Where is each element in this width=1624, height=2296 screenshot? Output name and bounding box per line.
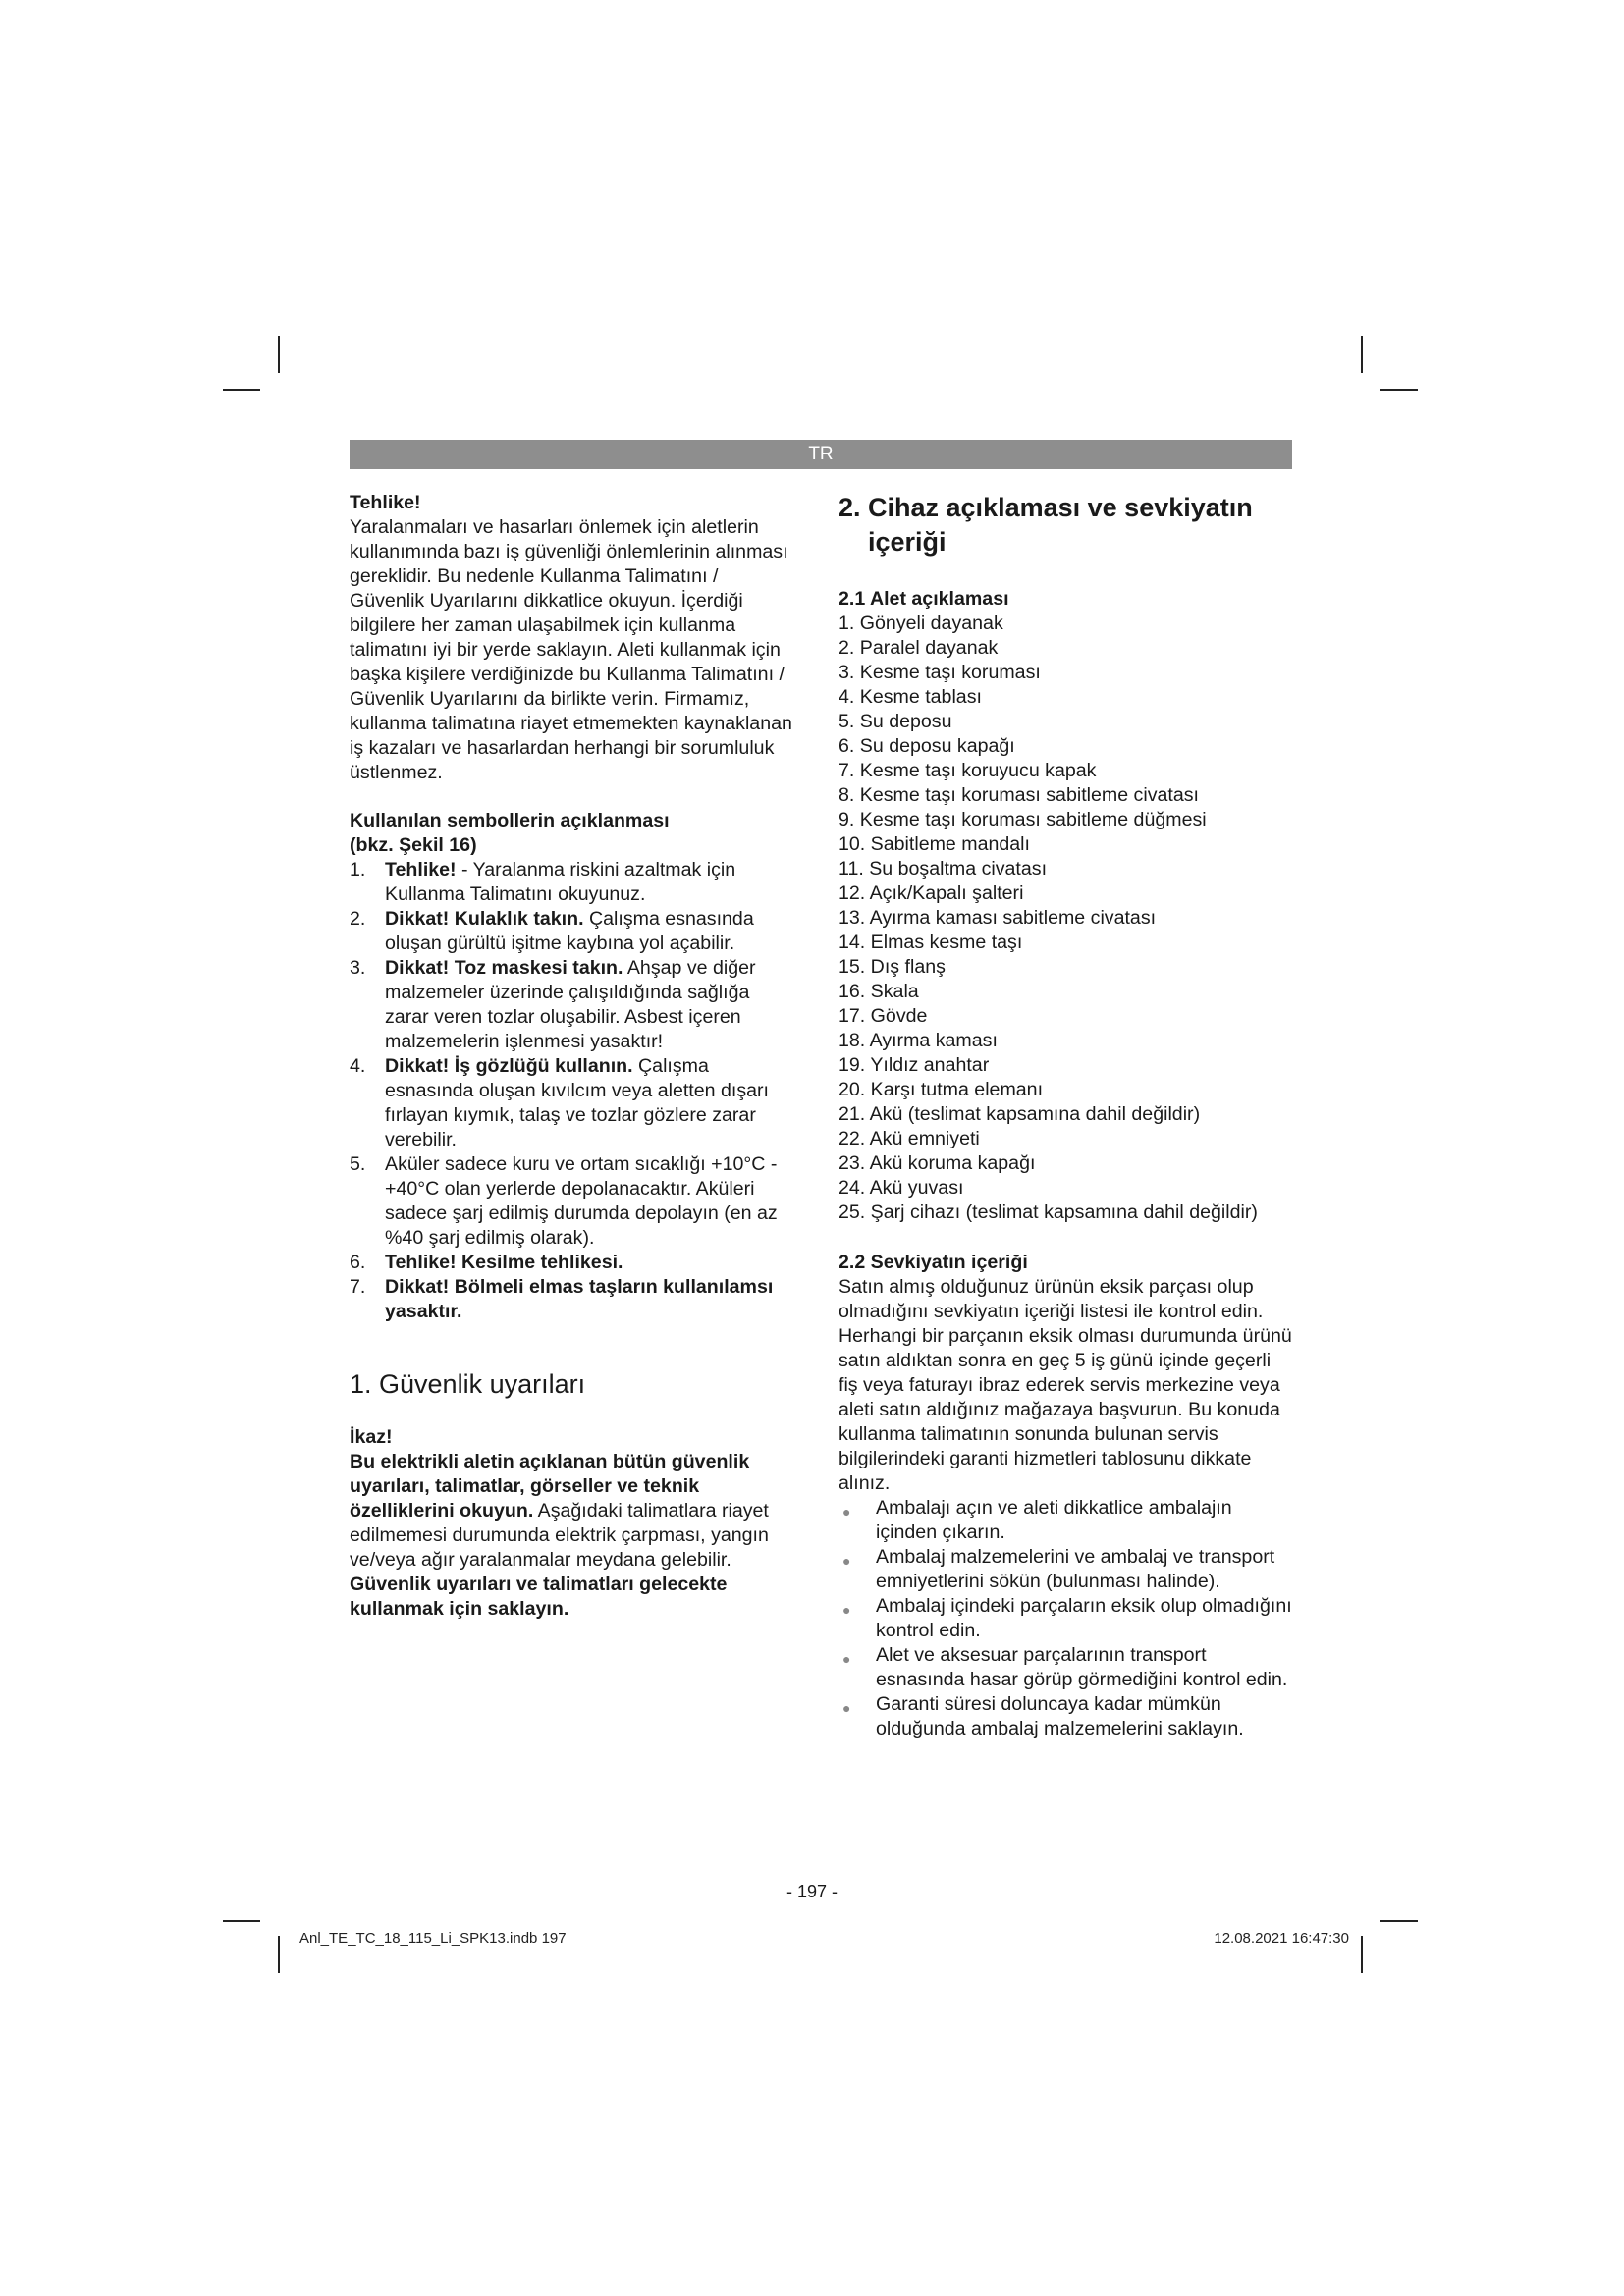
list-item: 4. Dikkat! İş gözlüğü kullanın. Çalışma esnasında oluşan kıvılcım veya aletten dışarı fırlayan kıymık, talaş ve tozlar gözlere zarar verebilir.	[350, 1055, 769, 1150]
crop-mark	[223, 1920, 260, 1922]
warning-heading: İkaz!	[350, 1426, 393, 1448]
list-item: 7. Kesme taşı koruyucu kapak	[839, 760, 1097, 781]
list-item: 13. Ayırma kaması sabitleme civatası	[839, 907, 1157, 929]
list-item: 19. Yıldız anahtar	[839, 1054, 990, 1076]
bullet-icon: ●	[842, 1700, 851, 1716]
language-header-bar	[350, 440, 1292, 469]
subsection-2-1-title: 2.1 Alet açıklaması	[839, 588, 1009, 610]
list-item: 4. Kesme tablası	[839, 686, 982, 708]
symbols-heading: Kullanılan sembollerin açıklanması	[350, 810, 670, 831]
list-item: 1. Gönyeli dayanak	[839, 613, 1003, 634]
footer-file-name: Anl_TE_TC_18_115_Li_SPK13.indb 197	[299, 1930, 567, 1947]
danger-text: Yaralanmaları ve hasarları önlemek için aletlerin kullanımında bazı iş güvenliği önlemlerinin alınması gereklidir. Bu nedenle Kullanma Talimatını / Güvenlik Uyarılarını dikkatlice okuyun. İçerdiği bilgilere her zaman ulaşabilmek için kullanma talimatını iyi bir yerde saklayın. Aleti kullanmak için başka kişilere verdiğinizde bu Kullanma Talimatını / Güvenlik Uyarılarını da birlikte verin. Firmamız, kullanma talimatına riayet etmemekten kaynaklanan iş kazaları ve hasarlardan herhangi bir sorumluluk üstlenmez.	[350, 516, 792, 783]
warning-text: Bu elektrikli aletin açıklanan bütün güvenlik uyarıları, talimatlar, görseller ve teknik özelliklerini okuyun. Aşağıdaki talimatlara riayet edilmemesi durumunda elektrik çarpması, yangın ve/veya ağır yaralanmalar meydana gelebilir.	[350, 1451, 769, 1571]
right-column	[839, 491, 1292, 1741]
bullet-icon: ●	[842, 1651, 851, 1667]
bullet-icon: ●	[842, 1553, 851, 1569]
list-item: 8. Kesme taşı koruması sabitleme civatası	[839, 784, 1199, 806]
footer-timestamp: 12.08.2021 16:47:30	[1214, 1930, 1349, 1947]
subsection-2-2-title: 2.2 Sevkiyatın içeriği	[839, 1252, 1028, 1273]
list-item: ● Garanti süresi doluncaya kadar mümkün olduğunda ambalaj malzemelerini saklayın.	[842, 1693, 1244, 1739]
list-item: 5. Su deposu	[839, 711, 952, 732]
list-item: 16. Skala	[839, 981, 919, 1002]
list-item: 6. Tehlike! Kesilme tehlikesi.	[350, 1252, 623, 1273]
keep-instructions-text: Güvenlik uyarıları ve talimatları gelecekte kullanmak için saklayın.	[350, 1574, 728, 1620]
left-column	[350, 491, 797, 1622]
crop-mark	[1361, 336, 1363, 373]
list-item: ● Ambalaj içindeki parçaların eksik olup olmadığını kontrol edin.	[842, 1595, 1292, 1641]
list-item: 23. Akü koruma kapağı	[839, 1152, 1036, 1174]
list-item: 10. Sabitleme mandalı	[839, 833, 1030, 855]
list-item: 17. Gövde	[839, 1005, 928, 1027]
list-item: 1. Tehlike! - Yaralanma riskini azaltmak için Kullanma Talimatını okuyunuz.	[350, 859, 736, 905]
delivery-text: Satın almış olduğunuz ürünün eksik parçası olup olmadığını sevkiyatın içeriği listesi ile kontrol edin. Herhangi bir parçanın eksik olması durumunda ürünü satın aldıktan sonra en geç 5 iş günü içinde geçerli fiş veya faturayı ibraz ederek servis merkezine veya aleti satın aldığınız mağazaya başvurun. Bu konuda kullanma talimatının sonunda bulunan servis bilgilerindeki garanti hizmetleri tablosunu dikkate alınız.	[839, 1276, 1292, 1494]
symbols-reference: (bkz. Şekil 16)	[350, 834, 477, 856]
list-item: 5. Aküler sadece kuru ve ortam sıcaklığı +10°C - +40°C olan yerlerde depolanacaktır. Aküleri sadece şarj edilmiş durumda depolayın (en az %40 şarj edilmiş olarak).	[350, 1153, 778, 1249]
list-item: 12. Açık/Kapalı şalteri	[839, 882, 1024, 904]
language-label: TR	[808, 444, 834, 464]
list-item: 21. Akü (teslimat kapsamına dahil değildir)	[839, 1103, 1201, 1125]
crop-mark	[1361, 1936, 1363, 1973]
list-item: 24. Akü yuvası	[839, 1177, 964, 1199]
list-item: 18. Ayırma kaması	[839, 1030, 998, 1051]
section-2-title: 2. Cihaz açıklaması ve sevkiyatın içeriği	[839, 493, 1253, 557]
list-item: 11. Su boşaltma civatası	[839, 858, 1048, 880]
list-item: 2. Paralel dayanak	[839, 637, 999, 659]
list-item: 20. Karşı tutma elemanı	[839, 1079, 1044, 1100]
list-item: ● Ambalaj malzemelerini ve ambalaj ve transport emniyetlerini sökün (bulunması halinde).	[842, 1546, 1275, 1592]
parts-list	[839, 612, 1292, 1225]
bullet-icon: ●	[842, 1602, 851, 1618]
list-item: 25. Şarj cihazı (teslimat kapsamına dahil değildir)	[839, 1201, 1258, 1223]
section-1-title: 1. Güvenlik uyarıları	[350, 1369, 586, 1399]
list-item: ● Alet ve aksesuar parçalarının transport esnasında hasar görüp görmediğini kontrol edin.	[842, 1644, 1288, 1690]
crop-mark	[223, 389, 260, 391]
crop-mark	[278, 1936, 280, 1973]
bullet-icon: ●	[842, 1504, 851, 1520]
list-item: 14. Elmas kesme taşı	[839, 932, 1023, 953]
delivery-checklist	[839, 1496, 1292, 1741]
list-item: 2. Dikkat! Kulaklık takın. Çalışma esnasında oluşan gürültü işitme kaybına yol açabilir.	[350, 908, 754, 954]
list-item: 15. Dış flanş	[839, 956, 946, 978]
list-item: 3. Dikkat! Toz maskesi takın. Ahşap ve diğer malzemeler üzerinde çalışıldığında sağlığa zarar veren tozlar oluşabilir. Asbest içeren malzemelerin işlenmesi yasaktır!	[350, 957, 756, 1052]
list-item: 3. Kesme taşı koruması	[839, 662, 1041, 683]
symbols-list	[350, 858, 797, 1324]
page-number: - 197 -	[785, 1882, 839, 1901]
list-item: ● Ambalajı açın ve aleti dikkatlice ambalajın içinden çıkarın.	[842, 1497, 1232, 1543]
list-item: 9. Kesme taşı koruması sabitleme düğmesi	[839, 809, 1207, 830]
crop-mark	[278, 336, 280, 373]
list-item: 6. Su deposu kapağı	[839, 735, 1015, 757]
list-item: 7. Dikkat! Bölmeli elmas taşların kullanılamsı yasaktır.	[350, 1276, 774, 1322]
crop-mark	[1380, 1920, 1418, 1922]
danger-heading: Tehlike!	[350, 492, 421, 513]
list-item: 22. Akü emniyeti	[839, 1128, 980, 1149]
crop-mark	[1380, 389, 1418, 391]
